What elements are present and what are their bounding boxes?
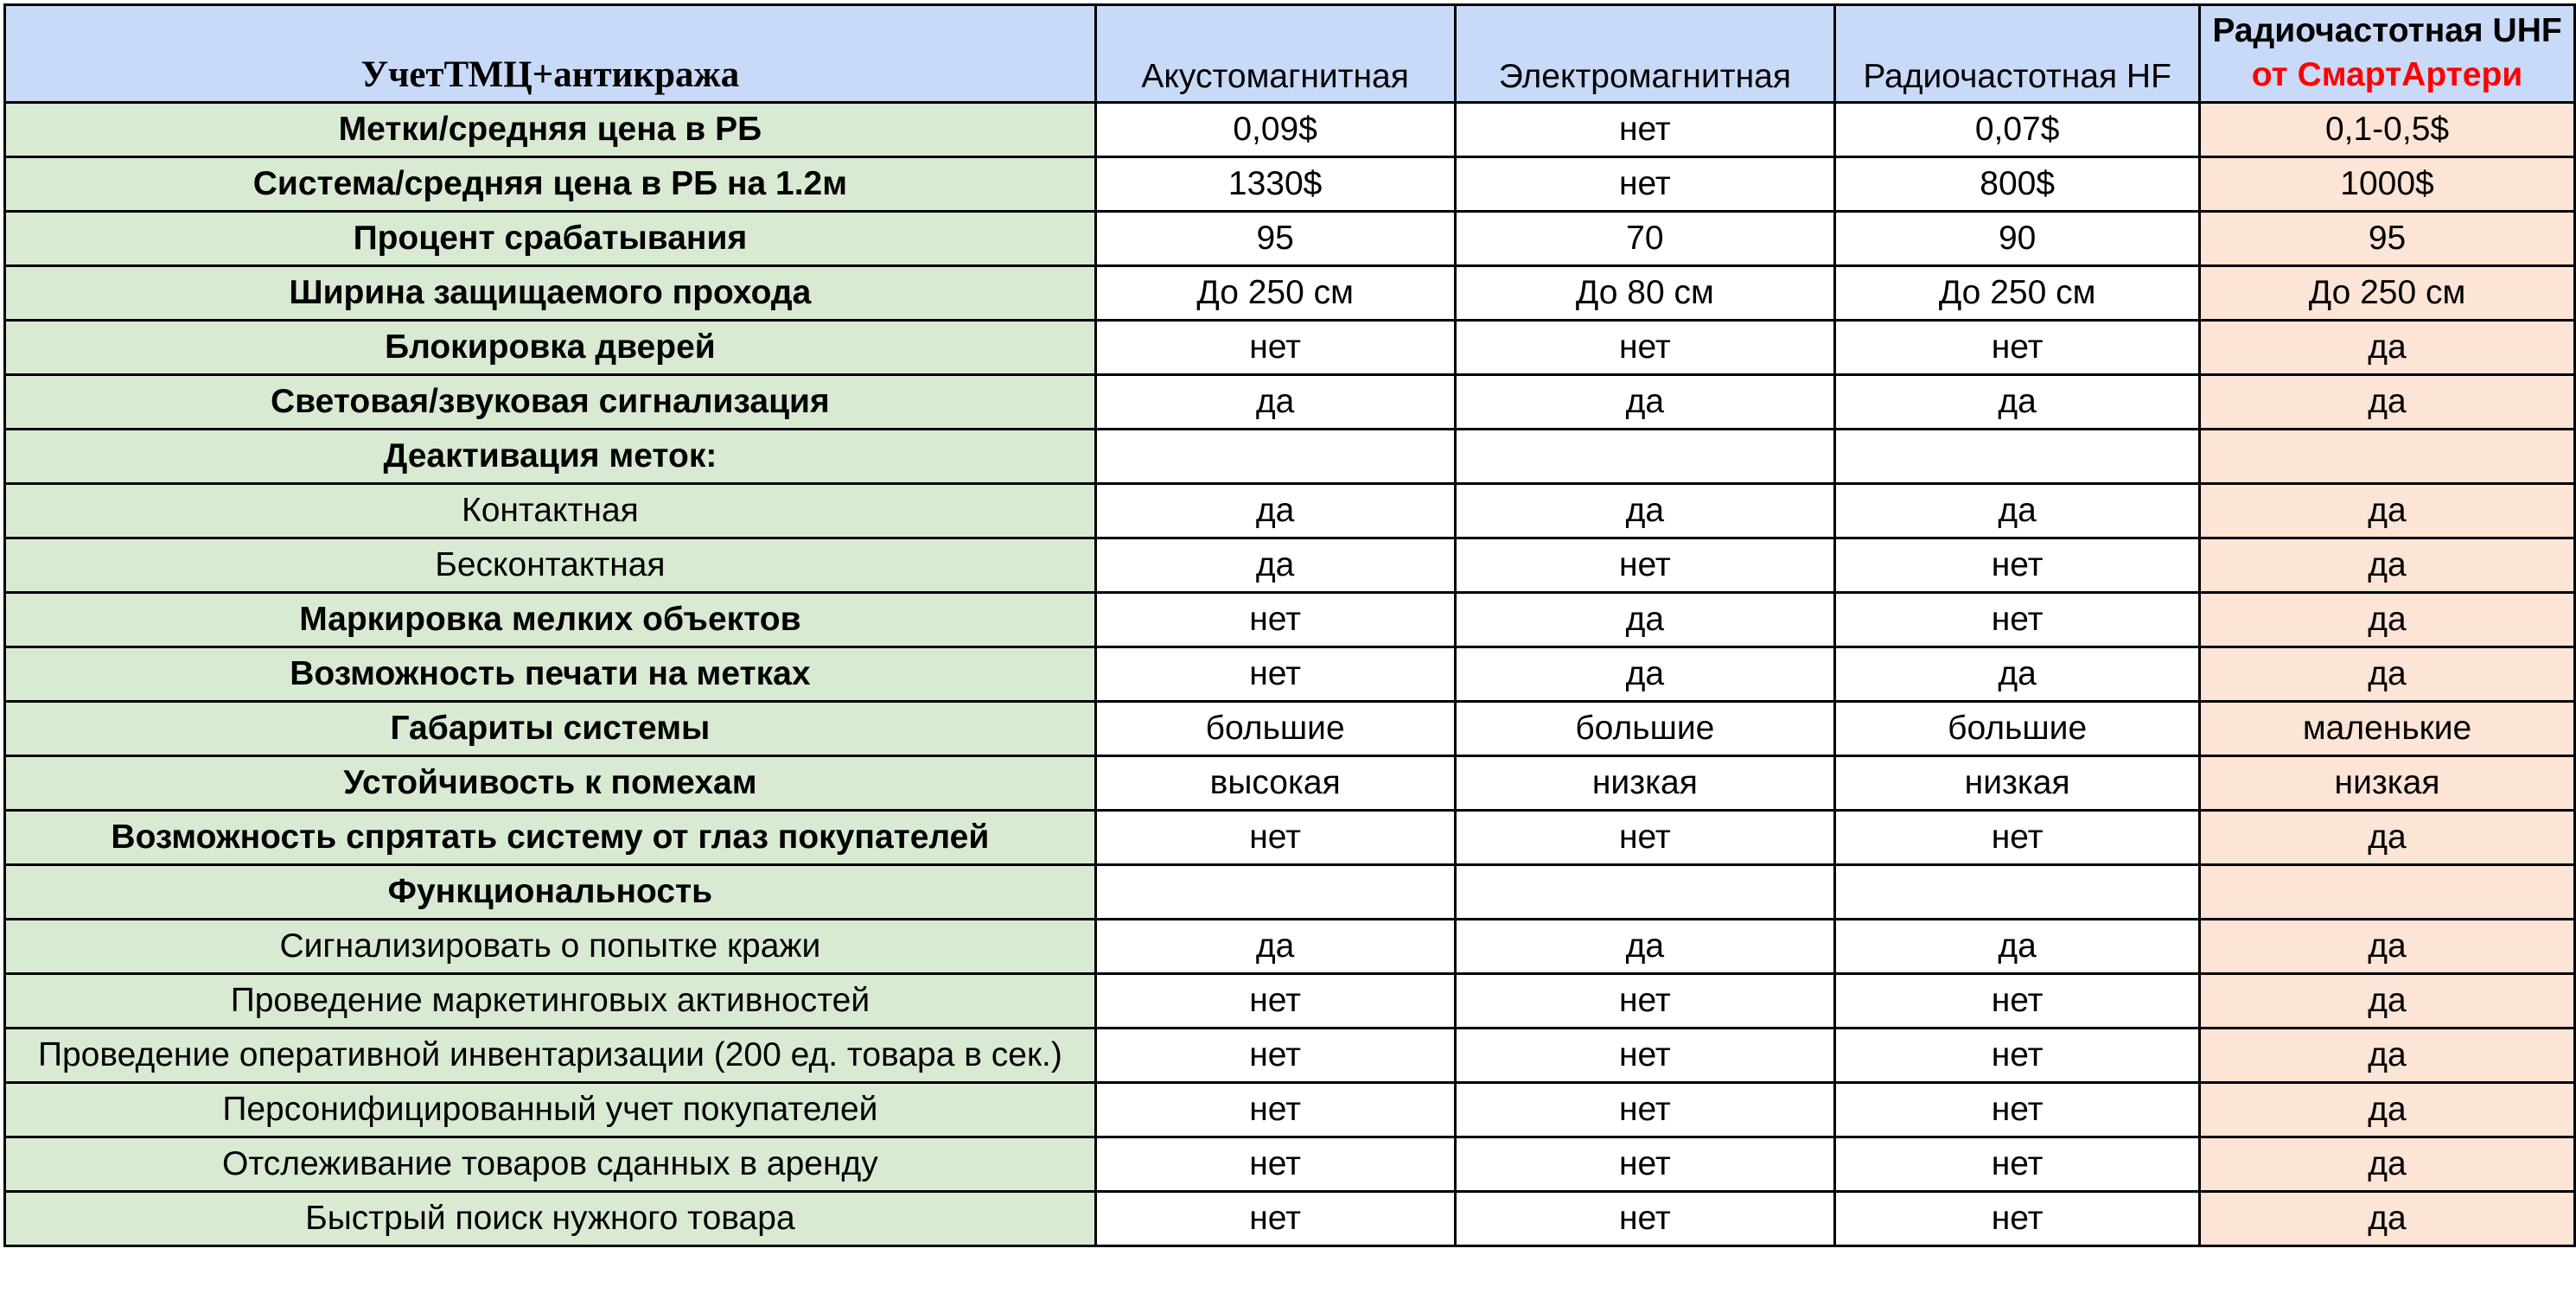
table-row xyxy=(5,647,2575,702)
cell-electromagnetic[interactable]: да xyxy=(1455,920,1835,974)
cell-electromagnetic[interactable]: да xyxy=(1455,484,1835,538)
row-label[interactable]: Быстрый поиск нужного товара xyxy=(5,1192,1096,1246)
table-row xyxy=(5,430,2575,484)
table-row xyxy=(5,756,2575,811)
cell-electromagnetic[interactable]: низкая xyxy=(1455,756,1835,811)
cell-rf-uhf[interactable]: да xyxy=(2200,321,2575,375)
cell-rf-hf[interactable] xyxy=(1835,430,2200,484)
column-header-rf-uhf[interactable] xyxy=(2200,5,2575,103)
row-label[interactable]: Устойчивость к помехам xyxy=(5,756,1096,811)
row-label[interactable]: Проведение оперативной инвентаризации (200 ед. товара в сек.) xyxy=(5,1029,1096,1083)
cell-acoustomagnetic[interactable]: большие xyxy=(1095,702,1455,756)
cell-rf-hf[interactable]: нет xyxy=(1835,974,2200,1029)
cell-rf-uhf[interactable]: 95 xyxy=(2200,212,2575,266)
cell-rf-hf[interactable]: да xyxy=(1835,484,2200,538)
row-label[interactable]: Ширина защищаемого прохода xyxy=(5,266,1096,321)
cell-acoustomagnetic[interactable]: нет xyxy=(1095,1083,1455,1137)
table-row xyxy=(5,375,2575,430)
cell-rf-hf[interactable]: 800$ xyxy=(1835,157,2200,212)
cell-electromagnetic[interactable]: да xyxy=(1455,593,1835,647)
cell-electromagnetic[interactable]: да xyxy=(1455,647,1835,702)
cell-rf-hf[interactable]: нет xyxy=(1835,811,2200,865)
cell-rf-hf[interactable]: низкая xyxy=(1835,756,2200,811)
cell-acoustomagnetic[interactable]: нет xyxy=(1095,974,1455,1029)
table-row xyxy=(5,103,2575,157)
cell-rf-uhf[interactable]: 1000$ xyxy=(2200,157,2575,212)
row-label[interactable]: Возможность спрятать систему от глаз покупателей xyxy=(5,811,1096,865)
cell-rf-hf[interactable]: да xyxy=(1835,375,2200,430)
cell-acoustomagnetic[interactable]: высокая xyxy=(1095,756,1455,811)
row-label[interactable]: Возможность печати на метках xyxy=(5,647,1096,702)
table-row xyxy=(5,702,2575,756)
cell-acoustomagnetic[interactable]: нет xyxy=(1095,1192,1455,1246)
cell-rf-uhf[interactable]: да xyxy=(2200,974,2575,1029)
cell-rf-hf[interactable]: 90 xyxy=(1835,212,2200,266)
row-label[interactable]: Блокировка дверей xyxy=(5,321,1096,375)
table-row xyxy=(5,157,2575,212)
table-row xyxy=(5,538,2575,593)
cell-rf-uhf[interactable]: маленькие xyxy=(2200,702,2575,756)
comparison-table xyxy=(3,3,2576,1247)
cell-acoustomagnetic[interactable]: 0,09$ xyxy=(1095,103,1455,157)
cell-electromagnetic[interactable]: нет xyxy=(1455,1083,1835,1137)
cell-electromagnetic[interactable]: нет xyxy=(1455,538,1835,593)
cell-electromagnetic[interactable]: большие xyxy=(1455,702,1835,756)
column-header-rf-hf[interactable]: Радиочастотная HF xyxy=(1835,5,2200,103)
cell-electromagnetic[interactable]: да xyxy=(1455,375,1835,430)
table-row xyxy=(5,266,2575,321)
cell-rf-uhf[interactable]: низкая xyxy=(2200,756,2575,811)
cell-rf-hf[interactable]: нет xyxy=(1835,1083,2200,1137)
column-header-acoustomagnetic[interactable]: Акустомагнитная xyxy=(1095,5,1455,103)
cell-rf-uhf[interactable]: До 250 см xyxy=(2200,266,2575,321)
cell-acoustomagnetic[interactable]: нет xyxy=(1095,647,1455,702)
smartarteri-brand-label: от СмартАртери xyxy=(2251,56,2523,93)
cell-acoustomagnetic[interactable]: нет xyxy=(1095,321,1455,375)
cell-electromagnetic[interactable]: До 80 см xyxy=(1455,266,1835,321)
cell-acoustomagnetic[interactable]: До 250 см xyxy=(1095,266,1455,321)
cell-rf-uhf[interactable]: да xyxy=(2200,1083,2575,1137)
cell-rf-uhf[interactable]: да xyxy=(2200,811,2575,865)
column-header-rf-uhf-line1: Радиочастотная UHF xyxy=(2212,12,2562,50)
cell-rf-hf[interactable]: да xyxy=(1835,920,2200,974)
cell-electromagnetic[interactable]: нет xyxy=(1455,1192,1835,1246)
row-label[interactable]: Персонифицированный учет покупателей xyxy=(5,1083,1096,1137)
cell-electromagnetic[interactable]: нет xyxy=(1455,811,1835,865)
cell-electromagnetic[interactable] xyxy=(1455,430,1835,484)
row-label[interactable]: Проведение маркетинговых активностей xyxy=(5,974,1096,1029)
row-label[interactable]: Процент срабатывания xyxy=(5,212,1096,266)
table-row xyxy=(5,1029,2575,1083)
cell-rf-hf[interactable]: 0,07$ xyxy=(1835,103,2200,157)
cell-acoustomagnetic[interactable] xyxy=(1095,865,1455,920)
cell-electromagnetic[interactable]: нет xyxy=(1455,1029,1835,1083)
cell-rf-hf[interactable] xyxy=(1835,865,2200,920)
table-row xyxy=(5,1137,2575,1192)
cell-electromagnetic[interactable]: нет xyxy=(1455,974,1835,1029)
table-title[interactable]: УчетТМЦ+антикража xyxy=(5,5,1096,103)
table-row xyxy=(5,212,2575,266)
cell-rf-uhf[interactable]: да xyxy=(2200,375,2575,430)
cell-rf-uhf[interactable]: да xyxy=(2200,593,2575,647)
cell-rf-hf[interactable]: нет xyxy=(1835,321,2200,375)
cell-acoustomagnetic[interactable]: нет xyxy=(1095,811,1455,865)
cell-electromagnetic[interactable]: нет xyxy=(1455,1137,1835,1192)
cell-acoustomagnetic[interactable]: да xyxy=(1095,484,1455,538)
row-label[interactable]: Система/средняя цена в РБ на 1.2м xyxy=(5,157,1096,212)
cell-acoustomagnetic[interactable]: 1330$ xyxy=(1095,157,1455,212)
cell-rf-uhf[interactable]: да xyxy=(2200,1192,2575,1246)
row-label[interactable]: Сигнализировать о попытке кражи xyxy=(5,920,1096,974)
row-label[interactable]: Контактная xyxy=(5,484,1096,538)
table-row xyxy=(5,920,2575,974)
cell-rf-hf[interactable]: нет xyxy=(1835,1029,2200,1083)
cell-acoustomagnetic[interactable]: нет xyxy=(1095,593,1455,647)
table-row xyxy=(5,593,2575,647)
cell-rf-uhf[interactable]: да xyxy=(2200,484,2575,538)
row-label[interactable]: Деактивация меток: xyxy=(5,430,1096,484)
row-label[interactable]: Бесконтактная xyxy=(5,538,1096,593)
table-row xyxy=(5,811,2575,865)
cell-acoustomagnetic[interactable] xyxy=(1095,430,1455,484)
cell-electromagnetic[interactable]: 70 xyxy=(1455,212,1835,266)
cell-rf-uhf[interactable] xyxy=(2200,865,2575,920)
row-label[interactable]: Функциональность xyxy=(5,865,1096,920)
cell-electromagnetic[interactable] xyxy=(1455,865,1835,920)
cell-acoustomagnetic[interactable]: да xyxy=(1095,920,1455,974)
cell-rf-hf[interactable]: большие xyxy=(1835,702,2200,756)
cell-rf-uhf[interactable]: да xyxy=(2200,1029,2575,1083)
header-row xyxy=(5,5,2575,103)
table-row xyxy=(5,1192,2575,1246)
table-row xyxy=(5,321,2575,375)
cell-rf-hf[interactable]: нет xyxy=(1835,538,2200,593)
cell-rf-hf[interactable]: нет xyxy=(1835,1137,2200,1192)
cell-electromagnetic[interactable]: нет xyxy=(1455,321,1835,375)
cell-acoustomagnetic[interactable]: нет xyxy=(1095,1029,1455,1083)
cell-rf-hf[interactable]: нет xyxy=(1835,1192,2200,1246)
cell-electromagnetic[interactable]: нет xyxy=(1455,157,1835,212)
table-row xyxy=(5,1083,2575,1137)
row-label[interactable]: Световая/звуковая сигнализация xyxy=(5,375,1096,430)
cell-rf-uhf[interactable] xyxy=(2200,430,2575,484)
cell-acoustomagnetic[interactable]: нет xyxy=(1095,1137,1455,1192)
cell-rf-hf[interactable]: да xyxy=(1835,647,2200,702)
cell-rf-uhf[interactable]: да xyxy=(2200,1137,2575,1192)
row-label[interactable]: Метки/средняя цена в РБ xyxy=(5,103,1096,157)
table-row xyxy=(5,865,2575,920)
cell-electromagnetic[interactable]: нет xyxy=(1455,103,1835,157)
cell-acoustomagnetic[interactable]: да xyxy=(1095,538,1455,593)
row-label[interactable]: Габариты системы xyxy=(5,702,1096,756)
row-label[interactable]: Маркировка мелких объектов xyxy=(5,593,1096,647)
cell-rf-hf[interactable]: нет xyxy=(1835,593,2200,647)
cell-rf-uhf[interactable]: да xyxy=(2200,538,2575,593)
cell-rf-hf[interactable]: До 250 см xyxy=(1835,266,2200,321)
cell-acoustomagnetic[interactable]: да xyxy=(1095,375,1455,430)
table-row xyxy=(5,484,2575,538)
column-header-electromagnetic[interactable]: Электромагнитная xyxy=(1455,5,1835,103)
row-label[interactable]: Отслеживание товаров сданных в аренду xyxy=(5,1137,1096,1192)
cell-rf-uhf[interactable]: да xyxy=(2200,920,2575,974)
cell-acoustomagnetic[interactable]: 95 xyxy=(1095,212,1455,266)
cell-rf-uhf[interactable]: 0,1-0,5$ xyxy=(2200,103,2575,157)
table-row xyxy=(5,974,2575,1029)
cell-rf-uhf[interactable]: да xyxy=(2200,647,2575,702)
